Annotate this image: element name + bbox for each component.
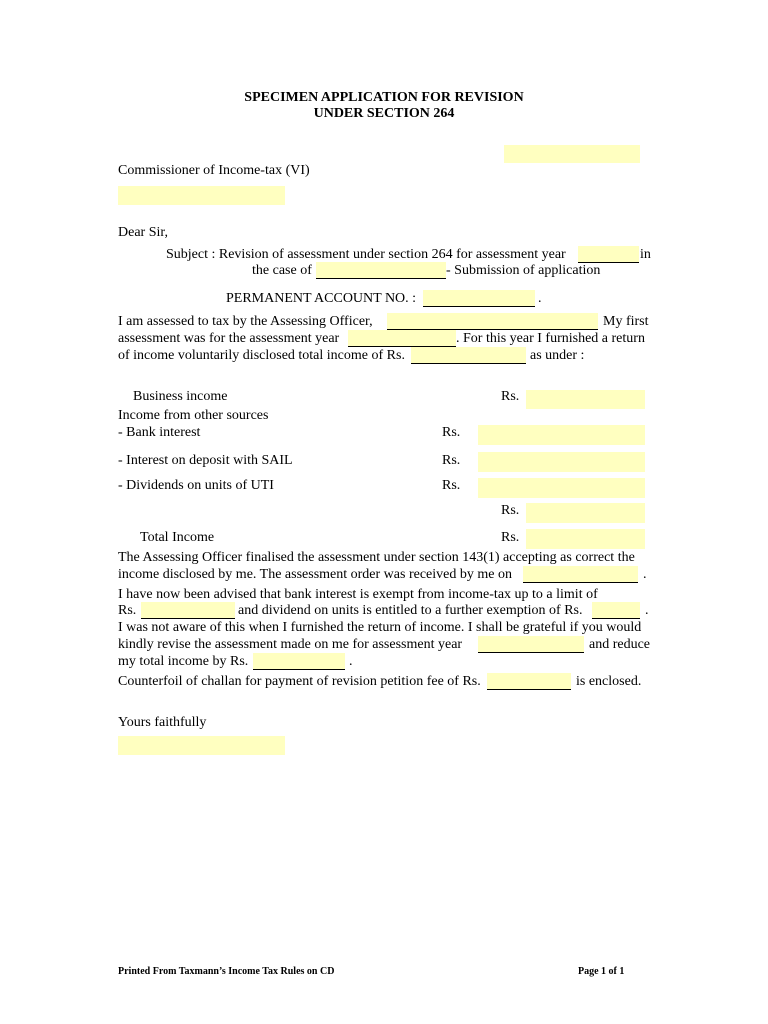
footer-right: Page 1 of 1	[578, 966, 625, 977]
uti-dividends-rs: Rs.	[442, 478, 461, 493]
subject-case-prefix: the case of	[252, 263, 312, 278]
total-income-field[interactable]	[526, 529, 645, 549]
pan-dot: .	[538, 291, 542, 306]
income-reduction-field[interactable]	[253, 653, 345, 670]
para3-line3: I was not aware of this when I furnished the return of income. I shall be grateful if you would	[118, 620, 642, 635]
subject-assessment-year-input[interactable]	[578, 247, 639, 263]
disclosed-income-field[interactable]	[411, 347, 526, 364]
assessing-officer-field[interactable]	[387, 313, 598, 330]
footer-left: Printed From Taxmann’s Income Tax Rules on CD	[118, 966, 335, 977]
para3-line2-mid: and dividend on units is entitled to a further exemption of Rs.	[238, 603, 583, 618]
salutation: Dear Sir,	[118, 225, 168, 240]
dividend-exemption-field[interactable]	[592, 602, 640, 619]
para3-line5: my total income by Rs.	[118, 654, 249, 669]
petition-fee-field[interactable]	[487, 673, 571, 690]
subject-assessment-year-field[interactable]	[578, 246, 639, 263]
pan-input[interactable]	[423, 291, 535, 307]
subject-line: Subject : Revision of assessment under section 264 for assessment year	[166, 247, 566, 262]
pan-field[interactable]	[423, 290, 535, 307]
petition-fee-input[interactable]	[487, 674, 571, 690]
bank-interest-label: - Bank interest	[118, 425, 201, 440]
title-line-1: SPECIMEN APPLICATION FOR REVISION	[244, 90, 524, 105]
date-input[interactable]	[504, 145, 640, 163]
revision-assessment-year-input[interactable]	[478, 637, 584, 653]
para2-line2: income disclosed by me. The assessment order was received by me on	[118, 567, 512, 582]
signature-input[interactable]	[118, 736, 285, 755]
signature-field[interactable]	[118, 736, 285, 755]
sail-interest-field[interactable]	[478, 452, 645, 472]
bank-interest-field[interactable]	[478, 425, 645, 445]
para1-line3-end: as under :	[530, 348, 585, 363]
uti-dividends-label: - Dividends on units of UTI	[118, 478, 274, 493]
para4-end: is enclosed.	[576, 674, 642, 689]
bank-interest-rs: Rs.	[442, 425, 461, 440]
address-field[interactable]	[118, 186, 285, 205]
disclosed-income-input[interactable]	[411, 348, 526, 364]
pan-label: PERMANENT ACCOUNT NO. :	[226, 291, 417, 306]
para4-start: Counterfoil of challan for payment of revision petition fee of Rs.	[118, 674, 481, 689]
business-income-input[interactable]	[526, 390, 645, 409]
para3-line5-dot: .	[349, 654, 353, 669]
para2-dot: .	[643, 567, 647, 582]
other-sources-label: Income from other sources	[118, 408, 269, 423]
uti-dividends-field[interactable]	[478, 478, 645, 498]
revision-assessment-year-field[interactable]	[478, 636, 584, 653]
date-field[interactable]	[504, 145, 640, 163]
business-income-field[interactable]	[526, 390, 645, 409]
para3-line2-dot: .	[645, 603, 649, 618]
uti-dividends-input[interactable]	[478, 478, 645, 498]
business-income-rs: Rs.	[501, 389, 520, 404]
para1-line2-start: assessment was for the assessment year	[118, 331, 340, 346]
total-income-label: Total Income	[140, 530, 215, 545]
para1-line3-start: of income voluntarily disclosed total income of Rs.	[118, 348, 405, 363]
assessee-name-input[interactable]	[316, 263, 446, 279]
bank-interest-input[interactable]	[478, 425, 645, 445]
title-line-2: UNDER SECTION 264	[313, 106, 455, 121]
total-income-rs: Rs.	[501, 530, 520, 545]
para3-line4: kindly revise the assessment made on me for assessment year	[118, 637, 463, 652]
sail-interest-rs: Rs.	[442, 453, 461, 468]
order-received-date-input[interactable]	[523, 567, 638, 583]
subject-in: in	[640, 247, 651, 262]
para1-line2-end: . For this year I furnished a return	[456, 331, 645, 346]
other-sources-subtotal-rs: Rs.	[501, 503, 520, 518]
bank-interest-limit-input[interactable]	[141, 603, 235, 619]
para1-line1-start: I am assessed to tax by the Assessing Officer,	[118, 314, 373, 329]
para2-line1: The Assessing Officer finalised the assessment under section 143(1) accepting as correct the	[118, 550, 635, 565]
addressee: Commissioner of Income-tax (VI)	[118, 163, 310, 178]
para3-line1: I have now been advised that bank interest is exempt from income-tax up to a limit of	[118, 587, 598, 602]
dividend-exemption-input[interactable]	[592, 603, 640, 619]
para3-line4-end: and reduce	[589, 637, 651, 652]
para3-line2-rs: Rs.	[118, 603, 137, 618]
subject-case-suffix: - Submission of application	[446, 263, 601, 278]
assessing-officer-input[interactable]	[387, 314, 598, 330]
sail-interest-input[interactable]	[478, 452, 645, 472]
income-reduction-input[interactable]	[253, 654, 345, 670]
assessee-name-field[interactable]	[316, 262, 446, 279]
other-sources-subtotal-field[interactable]	[526, 503, 645, 523]
address-input[interactable]	[118, 186, 285, 205]
closing: Yours faithfully	[118, 715, 207, 730]
first-assessment-year-field[interactable]	[348, 330, 456, 347]
first-assessment-year-input[interactable]	[348, 331, 456, 347]
other-sources-subtotal-input[interactable]	[526, 503, 645, 523]
business-income-label: Business income	[133, 389, 228, 404]
order-received-date-field[interactable]	[523, 566, 638, 583]
para1-line1-end: My first	[603, 314, 649, 329]
bank-interest-limit-field[interactable]	[141, 602, 235, 619]
sail-interest-label: - Interest on deposit with SAIL	[118, 453, 293, 468]
total-income-input[interactable]	[526, 529, 645, 549]
